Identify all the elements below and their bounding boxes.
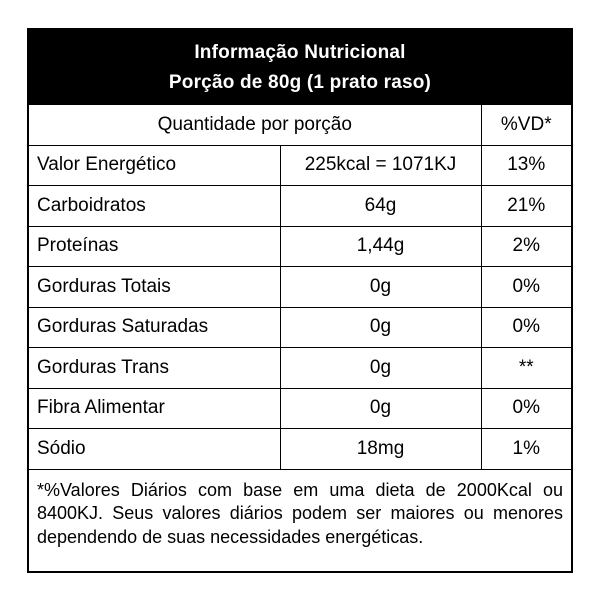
table-row	[29, 186, 571, 227]
table-row	[29, 267, 571, 308]
nutrient-name: Fibra Alimentar	[29, 388, 280, 429]
nutrient-dv: 1%	[481, 429, 571, 470]
nutrient-amount: 0g	[280, 348, 481, 389]
nutrient-amount: 0g	[280, 388, 481, 429]
nutrition-facts-panel	[27, 28, 573, 573]
nutrient-dv: 13%	[481, 145, 571, 186]
nutrient-amount: 0g	[280, 307, 481, 348]
nutrition-title: Informação Nutricional	[194, 41, 406, 63]
column-header-row	[29, 105, 571, 145]
nutrient-amount: 1,44g	[280, 226, 481, 267]
nutrient-name: Gorduras Trans	[29, 348, 280, 389]
nutrient-amount: 18mg	[280, 429, 481, 470]
nutrient-name: Carboidratos	[29, 186, 280, 227]
nutrient-dv: 0%	[481, 267, 571, 308]
nutrient-dv: 21%	[481, 186, 571, 227]
table-row	[29, 226, 571, 267]
dv-column-header: %VD*	[481, 105, 571, 145]
daily-values-footnote: *%Valores Diários com base em uma dieta de 2000Kcal ou 8400KJ. Seus valores diários podem ser maiores ou menores dependendo de suas necessidades energéticas.	[37, 479, 563, 547]
nutrient-name: Gorduras Saturadas	[29, 307, 280, 348]
nutrient-name: Gorduras Totais	[29, 267, 280, 308]
nutrient-dv: 0%	[481, 388, 571, 429]
serving-size: Porção de 80g (1 prato raso)	[168, 71, 432, 93]
table-row	[29, 388, 571, 429]
table-row	[29, 307, 571, 348]
nutrient-dv: 0%	[481, 307, 571, 348]
nutrient-name: Proteínas	[29, 226, 280, 267]
nutrient-dv: **	[481, 348, 571, 389]
nutrient-name: Sódio	[29, 429, 280, 470]
nutrient-amount: 0g	[280, 267, 481, 308]
quantity-column-header: Quantidade por porção	[29, 105, 481, 145]
nutrient-name: Valor Energético	[29, 145, 280, 186]
nutrient-amount: 225kcal = 1071KJ	[280, 145, 481, 186]
table-row	[29, 429, 571, 470]
nutrition-header	[29, 30, 571, 105]
table-row	[29, 145, 571, 186]
nutrient-amount: 64g	[280, 186, 481, 227]
table-row	[29, 348, 571, 389]
nutrient-dv: 2%	[481, 226, 571, 267]
nutrition-table	[29, 105, 571, 470]
